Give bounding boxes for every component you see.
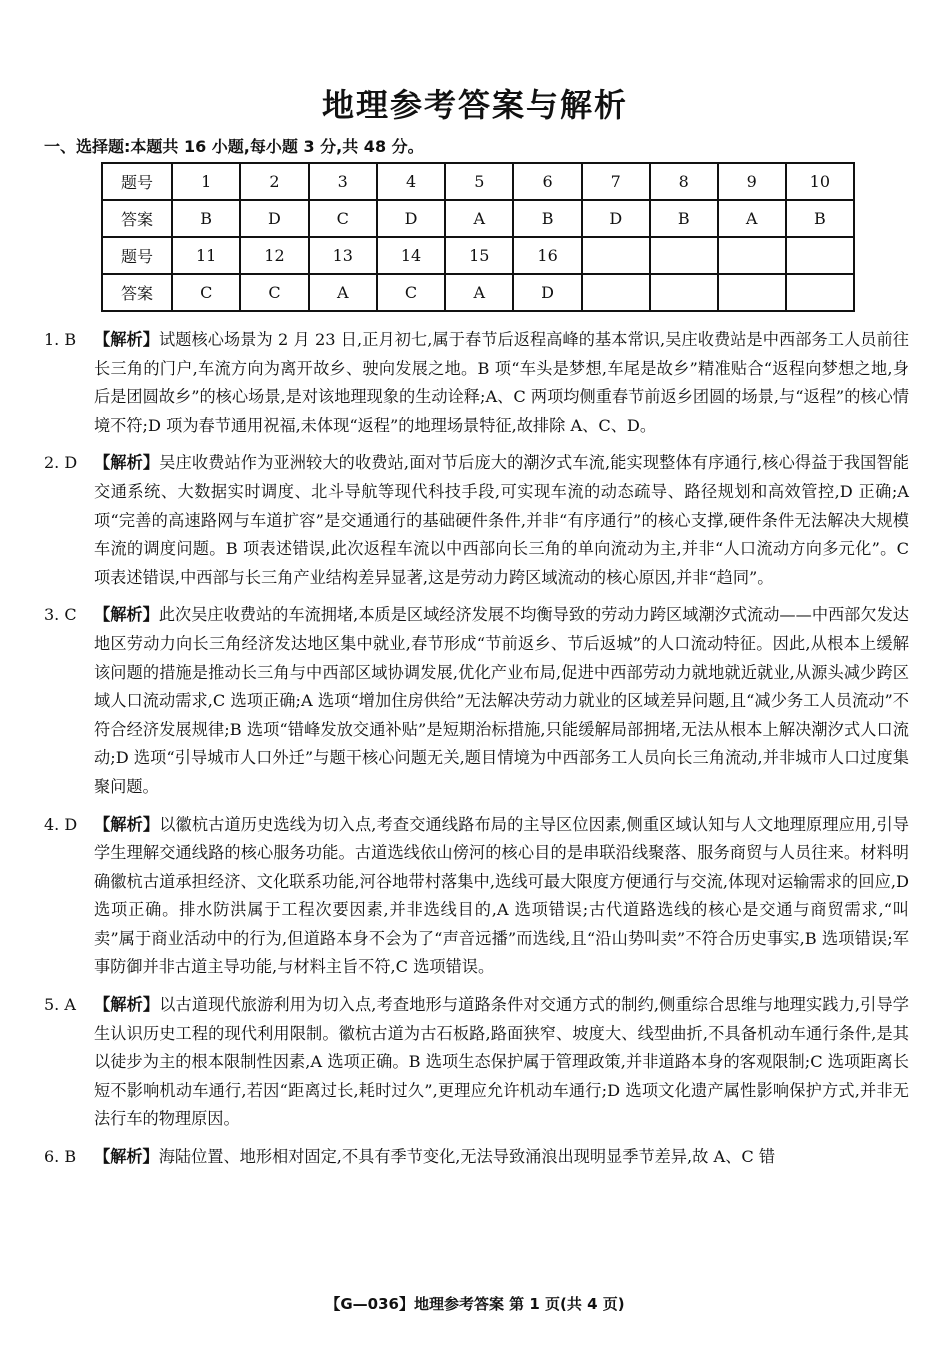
table-cell: 13 [309,237,377,274]
table-cell: A [445,274,513,311]
section-heading: 一、选择题:本题共 16 小题,每小题 3 分,共 48 分。 [44,137,424,156]
explanation-text [94,449,909,592]
table-cell: C [240,274,308,311]
table-row-header: 答案 [102,200,172,237]
table-cell [582,274,650,311]
explanation-item [44,1143,909,1172]
analysis-body: 吴庄收费站作为亚洲较大的收费站,面对节后庞大的潮汐式车流,能实现整体有序通行,核心得益于我国智能交通系统、大数据实时调度、北斗导航等现代科技手段,可实现车流的动态疏导、路径规划和高效管控,D 正确;A 项“完善的高速路网与车道扩容”是交通通行的基础硬件条件,并非“有序通行”的核心支撑,硬件条件无法解决大规模车流的调度问题。B 项表述错误,此次返程车流以中西部向长三角的单向流动为主,并非“人口流动方向多元化”。C 项表述错误,中西部与长三角产业结构差异显著,这是劳动力跨区域流动的核心原因,并非“趋同”。 [94,453,909,587]
table-cell: B [786,200,854,237]
table-cell: B [172,200,240,237]
table-cell: 4 [377,163,445,200]
table-cell: 14 [377,237,445,274]
table-cell: D [513,274,581,311]
table-cell: D [582,200,650,237]
question-number: 6. B [44,1147,77,1167]
table-row [102,200,854,237]
analysis-body: 以徽杭古道历史选线为切入点,考查交通线路布局的主导区位因素,侧重区域认知与人文地理原理应用,引导学生理解交通线路的核心服务功能。古道选线依山傍河的核心目的是串联沿线聚落、服务商贸与人员往来。材料明确徽杭古道承担经济、文化联系功能,河谷地带村落集中,选线可最大限度方便通行与交流,体现对运输需求的回应,D 选项正确。排水防洪属于工程次要因素,并非选线目的,A 选项错误;古代道路选线的核心是交通与商贸需求,“叫卖”属于商业活动中的行为,但道路本身不会为了“声音远播”而选线,且“沿山势叫卖”不符合历史事实,B 选项错误;军事防御并非古道主导功能,与材料主旨不符,C 选项错误。 [94,814,909,977]
analysis-tag: 【解析】 [94,1147,159,1167]
table-cell [582,237,650,274]
explanation-item [44,326,909,440]
explanation-item [44,601,909,801]
page-title: 地理参考答案与解析 [321,86,628,124]
table-cell: 10 [786,163,854,200]
table-cell [718,274,786,311]
explanation-item [44,991,909,1134]
table-cell: A [718,200,786,237]
analysis-tag: 【解析】 [94,330,160,349]
table-cell: B [513,200,581,237]
table-cell: 11 [172,237,240,274]
explanation-item [44,449,909,592]
analysis-tag: 【解析】 [94,814,160,834]
table-cell [650,274,718,311]
table-row [102,237,854,274]
explanation-item [44,811,909,983]
answer-table [101,162,855,312]
question-number: 2. D [44,453,78,473]
table-cell: B [650,200,718,237]
table-cell: A [309,274,377,311]
table-row-header: 题号 [102,163,172,200]
analysis-tag: 【解析】 [94,605,159,625]
table-cell: C [377,274,445,311]
table-cell: 1 [172,163,240,200]
table-cell: 3 [309,163,377,200]
table-cell: 15 [445,237,513,274]
analysis-tag: 【解析】 [94,453,160,473]
analysis-body: 海陆位置、地形相对固定,不具有季节变化,无法导致涌浪出现明显季节差异,故 A、C 错 [158,1147,776,1167]
table-cell [650,237,718,274]
table-cell: D [240,200,308,237]
analysis-body: 此次吴庄收费站的车流拥堵,本质是区域经济发展不均衡导致的劳动力跨区域潮汐式流动——中西部欠发达地区劳动力向长三角经济发达地区集中就业,春节形成“节前返乡、节后返城”的人口流动特征。因此,从根本上缓解该问题的措施是推动长三角与中西部区域协调发展,优化产业布局,促进中西部劳动力就地就近就业,从源头减少跨区域人口流动需求,C 选项正确;A 选项“增加住房供给”无法解决劳动力就业的区域差异问题,且“减少务工人员流动”不符合经济发展规律;B 选项“错峰发放交通补贴”是短期治标措施,只能缓解局部拥堵,无法从根本上解决潮汐式人口流动;D 选项“引导城市人口外迁”与题干核心问题无关,题目情境为中西部务工人员向长三角流动,并非城市人口过度集聚问题。 [94,605,909,796]
table-cell: D [377,200,445,237]
table-row-header: 答案 [102,274,172,311]
analysis-body: 以古道现代旅游利用为切入点,考查地形与道路条件对交通方式的制约,侧重综合思维与地理实践力,引导学生认识历史工程的现代利用限制。徽杭古道为古石板路,路面狭窄、坡度大、线型曲折,不具备机动车通行条件,是其以徒步为主的根本限制性因素,A 选项正确。B 选项生态保护属于管理政策,并非道路本身的客观限制;C 选项距离长短不影响机动车通行,若因“距离过长,耗时过久”,更理应允许机动车通行;D 选项文化遗产属性影响保护方式,并非无法行车的物理原因。 [94,995,909,1129]
table-cell: 9 [718,163,786,200]
table-row-header: 题号 [102,237,172,274]
explanation-text [94,991,909,1134]
explanation-text [94,326,909,440]
table-cell: 7 [582,163,650,200]
table-cell: A [445,200,513,237]
question-number: 5. A [44,995,76,1015]
table-cell [786,237,854,274]
analysis-body: 试题核心场景为 2 月 23 日,正月初七,属于春节后返程高峰的基本常识,吴庄收费站是中西部务工人员前往长三角的门户,车流方向为离开故乡、驶向发展之地。B 项“车头是梦想,车尾是故乡”精准贴合“返程向梦想之地,身后是团圆故乡”的核心场景,是对该地理现象的生动诠释;A、C 两项均侧重春节前返乡团圆的场景,与“返程”的核心情境不符;D 项为春节通用祝福,未体现“返程”的地理场景特征,故排除 A、C、D。 [94,330,909,435]
page-footer: 【G—036】地理参考答案 第 1 页(共 4 页) [325,1295,625,1313]
table-cell: C [309,200,377,237]
analysis-tag: 【解析】 [94,995,160,1015]
table-cell: 12 [240,237,308,274]
explanation-list [44,326,909,1181]
table-cell: 16 [513,237,581,274]
question-number: 3. C [44,605,77,625]
table-cell: 6 [513,163,581,200]
table-row [102,163,854,200]
question-number: 1. B [44,330,77,349]
table-cell [786,274,854,311]
table-cell: C [172,274,240,311]
table-cell: 2 [240,163,308,200]
explanation-text [94,811,909,983]
table-cell [718,237,786,274]
explanation-text [94,601,909,801]
table-cell: 8 [650,163,718,200]
table-row [102,274,854,311]
question-number: 4. D [44,814,78,834]
table-cell: 5 [445,163,513,200]
explanation-text [94,1143,909,1172]
